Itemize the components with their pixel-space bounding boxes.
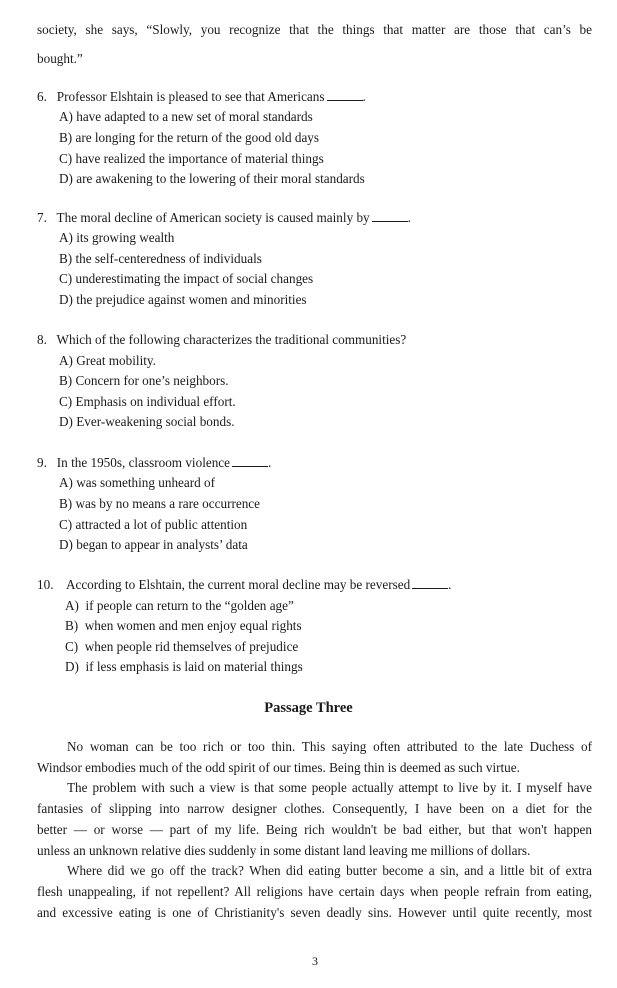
- question-text: In the 1950s, classroom violence: [56, 455, 231, 470]
- question-number: 6.: [37, 89, 47, 104]
- passage-line: Windsor embodies much of the odd spirit of our times. Being thin is deemed as such virtue.: [37, 760, 520, 775]
- question-number: 8.: [37, 332, 47, 347]
- passage-line: unless an unknown relative dies suddenly in some distant land leaving me millions of dollars.: [37, 843, 531, 858]
- passage-line: better — or worse — part of my life. Being rich wouldn't be bad either, but that won't happen: [37, 822, 592, 837]
- question-stem: 7. The moral decline of American society is caused mainly by .: [37, 210, 411, 225]
- option-b[interactable]: B) are longing for the return of the good old days: [59, 130, 320, 145]
- page-number: 3: [312, 954, 318, 968]
- question-stem: 9. In the 1950s, classroom violence .: [37, 455, 272, 470]
- question-stem: [37, 333, 406, 346]
- passage-line: fantasies of slipping into narrow designer clothes. Consequently, I have been on a diet for the: [37, 801, 592, 816]
- intro-line-1: society, she says, “Slowly, you recognize that the things that matter are those that can’s be: [37, 22, 592, 37]
- passage-line: Where did we go off the track? When did eating butter become a sin, and a little bit of extra: [67, 863, 592, 878]
- answer-blank: [327, 90, 363, 101]
- question-text: Professor Elshtain is pleased to see that Americans: [56, 89, 325, 104]
- option-c[interactable]: C) attracted a lot of public attention: [59, 517, 248, 532]
- option-a[interactable]: A) its growing wealth: [59, 230, 175, 245]
- option-b[interactable]: B) when women and men enjoy equal rights: [65, 618, 302, 633]
- passage-line: flesh unappealing, if not repellent? All religions have certain days when people refrain from eating,: [37, 884, 592, 899]
- passage-line: The problem with such a view is that some people actually attempt to live by it. I myself have: [67, 780, 592, 795]
- passage-line: No woman can be too rich or too thin. This saying often attributed to the late Duchess of: [67, 739, 592, 754]
- question-stem: 6. Professor Elshtain is pleased to see that Americans .: [37, 89, 366, 104]
- question-stem: 10. According to Elshtain, the current moral decline may be reversed .: [37, 577, 452, 592]
- intro-line-2: bought.”: [37, 51, 83, 66]
- question-text: According to Elshtain, the current moral decline may be reversed: [65, 577, 411, 592]
- question-number: 10.: [37, 577, 54, 592]
- option-a[interactable]: A) if people can return to the “golden age”: [65, 598, 294, 613]
- option-d[interactable]: D) are awakening to the lowering of their moral standards: [59, 171, 365, 186]
- option-d[interactable]: D) the prejudice against women and minorities: [59, 292, 307, 307]
- answer-blank: [412, 578, 448, 589]
- question-text: Which of the following characterizes the traditional communities?: [56, 332, 407, 347]
- option-b[interactable]: B) was by no means a rare occurrence: [59, 496, 261, 511]
- option-d[interactable]: D) Ever-weakening social bonds.: [59, 414, 235, 429]
- option-c[interactable]: C) have realized the importance of material things: [59, 151, 324, 166]
- option-a[interactable]: A) have adapted to a new set of moral standards: [59, 109, 313, 124]
- option-b[interactable]: B) the self-centeredness of individuals: [59, 251, 262, 266]
- passage-title: Passage Three: [264, 700, 353, 716]
- option-d[interactable]: D) if less emphasis is laid on material things: [65, 659, 303, 674]
- option-d[interactable]: D) began to appear in analysts’ data: [59, 537, 248, 552]
- answer-blank: [232, 456, 268, 467]
- option-a[interactable]: A) Great mobility.: [59, 353, 156, 368]
- question-number: 7.: [37, 210, 47, 225]
- option-b[interactable]: B) Concern for one’s neighbors.: [59, 373, 229, 388]
- question-text: The moral decline of American society is caused mainly by: [56, 210, 370, 225]
- option-c[interactable]: C) when people rid themselves of prejudice: [65, 639, 299, 654]
- option-c[interactable]: C) Emphasis on individual effort.: [59, 394, 236, 409]
- passage-line: and excessive eating is one of Christianity's seven deadly sins. However until quite recently, most: [37, 905, 592, 920]
- question-number: 9.: [37, 455, 47, 470]
- option-a[interactable]: A) was something unheard of: [59, 475, 216, 490]
- answer-blank: [372, 211, 408, 222]
- option-c[interactable]: C) underestimating the impact of social changes: [59, 271, 314, 286]
